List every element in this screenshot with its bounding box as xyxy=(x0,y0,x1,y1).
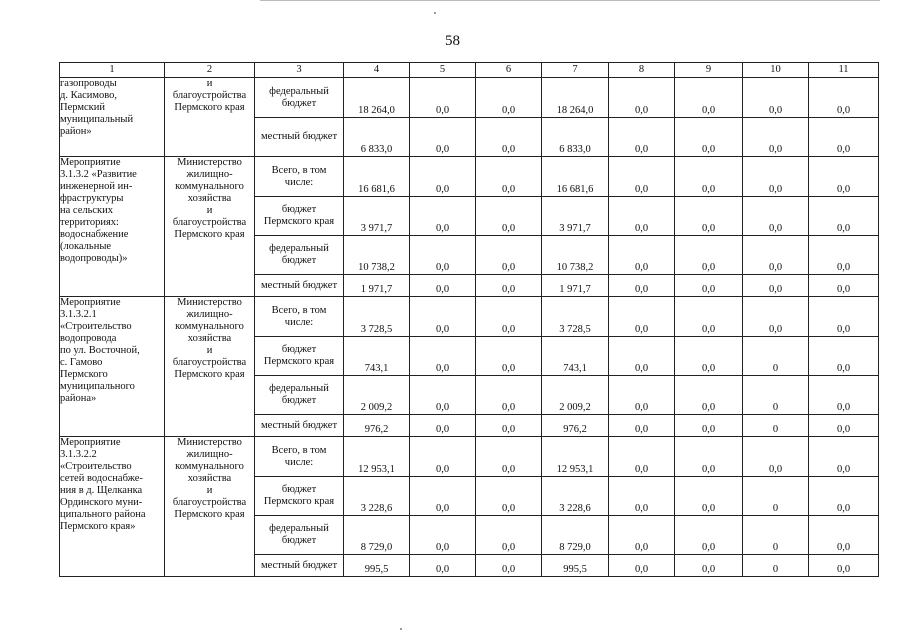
value-cell-col8: 0,0 xyxy=(609,118,675,157)
table-row xyxy=(60,157,879,197)
value-cell-col5: 0,0 xyxy=(410,236,476,275)
value-cell-col11: 0,0 xyxy=(809,197,879,236)
value-cell-col8: 0,0 xyxy=(609,415,675,437)
column-header-7: 7 xyxy=(542,63,609,78)
value-cell-col7: 12 953,1 xyxy=(542,437,609,477)
column-header-10: 10 xyxy=(743,63,809,78)
value-cell-col11: 0,0 xyxy=(809,78,879,118)
value-cell-col9: 0,0 xyxy=(675,415,743,437)
value-cell-col7: 976,2 xyxy=(542,415,609,437)
value-cell-col8: 0,0 xyxy=(609,197,675,236)
value-cell-col11: 0,0 xyxy=(809,477,879,516)
value-cell-col7: 10 738,2 xyxy=(542,236,609,275)
value-cell-col4: 2 009,2 xyxy=(344,376,410,415)
value-cell-col9: 0,0 xyxy=(675,197,743,236)
value-cell-col6: 0,0 xyxy=(476,477,542,516)
value-cell-col8: 0,0 xyxy=(609,477,675,516)
column-header-6: 6 xyxy=(476,63,542,78)
value-cell-col9: 0,0 xyxy=(675,236,743,275)
value-cell-col11: 0,0 xyxy=(809,376,879,415)
value-cell-col10: 0,0 xyxy=(743,197,809,236)
value-cell-col5: 0,0 xyxy=(410,376,476,415)
value-cell-col5: 0,0 xyxy=(410,78,476,118)
value-cell-col9: 0,0 xyxy=(675,555,743,577)
value-cell-col7: 18 264,0 xyxy=(542,78,609,118)
value-cell-col5: 0,0 xyxy=(410,118,476,157)
value-cell-col10: 0,0 xyxy=(743,157,809,197)
column-header-5: 5 xyxy=(410,63,476,78)
value-cell-col4: 12 953,1 xyxy=(344,437,410,477)
measure-name: Мероприятие 3.1.3.2.2 «Строительство сетей водоснабже- ния в д. Щелканка Ординского муни- ципального района Пермского края» xyxy=(60,437,165,577)
value-cell-col4: 16 681,6 xyxy=(344,157,410,197)
value-cell-col9: 0,0 xyxy=(675,437,743,477)
value-cell-col4: 976,2 xyxy=(344,415,410,437)
value-cell-col9: 0,0 xyxy=(675,157,743,197)
value-cell-col8: 0,0 xyxy=(609,376,675,415)
funding-source: федеральный бюджет xyxy=(255,516,344,555)
value-cell-col9: 0,0 xyxy=(675,78,743,118)
value-cell-col6: 0,0 xyxy=(476,236,542,275)
value-cell-col7: 2 009,2 xyxy=(542,376,609,415)
value-cell-col9: 0,0 xyxy=(675,118,743,157)
value-cell-col4: 10 738,2 xyxy=(344,236,410,275)
measure-name: Мероприятие 3.1.3.2.1 «Строительство водопровода по ул. Восточной, с. Гамово Пермского муниципального района» xyxy=(60,297,165,437)
value-cell-col6: 0,0 xyxy=(476,197,542,236)
value-cell-col4: 3 971,7 xyxy=(344,197,410,236)
value-cell-col7: 3 228,6 xyxy=(542,477,609,516)
column-header-1: 1 xyxy=(60,63,165,78)
value-cell-col7: 1 971,7 xyxy=(542,275,609,297)
funding-source: бюджет Пермского края xyxy=(255,337,344,376)
value-cell-col10: 0,0 xyxy=(743,118,809,157)
table-row xyxy=(60,437,879,477)
value-cell-col4: 18 264,0 xyxy=(344,78,410,118)
scan-speck xyxy=(434,12,436,14)
value-cell-col8: 0,0 xyxy=(609,78,675,118)
executor-name: и благоустройства Пермского края xyxy=(165,78,255,157)
value-cell-col11: 0,0 xyxy=(809,118,879,157)
value-cell-col9: 0,0 xyxy=(675,477,743,516)
value-cell-col8: 0,0 xyxy=(609,555,675,577)
value-cell-col10: 0 xyxy=(743,555,809,577)
value-cell-col5: 0,0 xyxy=(410,197,476,236)
value-cell-col11: 0,0 xyxy=(809,236,879,275)
value-cell-col8: 0,0 xyxy=(609,236,675,275)
column-header-9: 9 xyxy=(675,63,743,78)
column-header-2: 2 xyxy=(165,63,255,78)
value-cell-col8: 0,0 xyxy=(609,437,675,477)
funding-source: федеральный бюджет xyxy=(255,376,344,415)
value-cell-col11: 0,0 xyxy=(809,516,879,555)
value-cell-col4: 1 971,7 xyxy=(344,275,410,297)
value-cell-col8: 0,0 xyxy=(609,337,675,376)
value-cell-col11: 0,0 xyxy=(809,275,879,297)
funding-source: местный бюджет xyxy=(255,275,344,297)
value-cell-col6: 0,0 xyxy=(476,78,542,118)
table-body xyxy=(60,78,879,577)
value-cell-col7: 8 729,0 xyxy=(542,516,609,555)
executor-name: Министерство жилищно- коммунального хозяйства и благоустройства Пермского края xyxy=(165,297,255,437)
value-cell-col10: 0 xyxy=(743,337,809,376)
value-cell-col7: 743,1 xyxy=(542,337,609,376)
value-cell-col10: 0 xyxy=(743,477,809,516)
value-cell-col7: 995,5 xyxy=(542,555,609,577)
value-cell-col9: 0,0 xyxy=(675,376,743,415)
value-cell-col9: 0,0 xyxy=(675,275,743,297)
value-cell-col7: 3 728,5 xyxy=(542,297,609,337)
value-cell-col4: 6 833,0 xyxy=(344,118,410,157)
funding-source: Всего, в том числе: xyxy=(255,297,344,337)
value-cell-col5: 0,0 xyxy=(410,516,476,555)
value-cell-col11: 0,0 xyxy=(809,297,879,337)
value-cell-col4: 3 228,6 xyxy=(344,477,410,516)
funding-source: федеральный бюджет xyxy=(255,236,344,275)
value-cell-col11: 0,0 xyxy=(809,555,879,577)
funding-source: Всего, в том числе: xyxy=(255,157,344,197)
value-cell-col7: 3 971,7 xyxy=(542,197,609,236)
funding-source: федеральный бюджет xyxy=(255,78,344,118)
value-cell-col6: 0,0 xyxy=(476,437,542,477)
value-cell-col10: 0,0 xyxy=(743,437,809,477)
value-cell-col10: 0 xyxy=(743,516,809,555)
value-cell-col11: 0,0 xyxy=(809,337,879,376)
value-cell-col4: 743,1 xyxy=(344,337,410,376)
funding-source: местный бюджет xyxy=(255,118,344,157)
value-cell-col11: 0,0 xyxy=(809,415,879,437)
value-cell-col5: 0,0 xyxy=(410,337,476,376)
value-cell-col6: 0,0 xyxy=(476,337,542,376)
measure-name: Мероприятие 3.1.3.2 «Развитие инженерной ин- фраструктуры на сельских территориях: водоснабжение (локальные водопроводы)» xyxy=(60,157,165,297)
column-number-row xyxy=(60,63,879,78)
value-cell-col9: 0,0 xyxy=(675,337,743,376)
page-number: 58 xyxy=(445,33,460,49)
scan-speck xyxy=(400,628,402,630)
column-header-3: 3 xyxy=(255,63,344,78)
value-cell-col11: 0,0 xyxy=(809,157,879,197)
value-cell-col10: 0 xyxy=(743,415,809,437)
value-cell-col9: 0,0 xyxy=(675,297,743,337)
value-cell-col10: 0,0 xyxy=(743,275,809,297)
table-row xyxy=(60,297,879,337)
funding-source: Всего, в том числе: xyxy=(255,437,344,477)
value-cell-col9: 0,0 xyxy=(675,516,743,555)
column-header-11: 11 xyxy=(809,63,879,78)
value-cell-col11: 0,0 xyxy=(809,437,879,477)
value-cell-col5: 0,0 xyxy=(410,415,476,437)
value-cell-col10: 0 xyxy=(743,376,809,415)
value-cell-col6: 0,0 xyxy=(476,297,542,337)
value-cell-col4: 3 728,5 xyxy=(344,297,410,337)
column-header-4: 4 xyxy=(344,63,410,78)
value-cell-col6: 0,0 xyxy=(476,415,542,437)
value-cell-col6: 0,0 xyxy=(476,157,542,197)
value-cell-col10: 0,0 xyxy=(743,297,809,337)
value-cell-col6: 0,0 xyxy=(476,118,542,157)
value-cell-col5: 0,0 xyxy=(410,297,476,337)
funding-source: бюджет Пермского края xyxy=(255,477,344,516)
value-cell-col8: 0,0 xyxy=(609,157,675,197)
executor-name: Министерство жилищно- коммунального хозяйства и благоустройства Пермского края xyxy=(165,157,255,297)
value-cell-col6: 0,0 xyxy=(476,376,542,415)
value-cell-col8: 0,0 xyxy=(609,516,675,555)
measure-name: газопроводы д. Касимово, Пермский муниципальный район» xyxy=(60,78,165,157)
value-cell-col6: 0,0 xyxy=(476,516,542,555)
top-rule xyxy=(260,0,880,1)
executor-name: Министерство жилищно- коммунального хозяйства и благоустройства Пермского края xyxy=(165,437,255,577)
value-cell-col7: 16 681,6 xyxy=(542,157,609,197)
value-cell-col4: 995,5 xyxy=(344,555,410,577)
value-cell-col5: 0,0 xyxy=(410,555,476,577)
value-cell-col6: 0,0 xyxy=(476,555,542,577)
value-cell-col8: 0,0 xyxy=(609,275,675,297)
value-cell-col5: 0,0 xyxy=(410,275,476,297)
value-cell-col5: 0,0 xyxy=(410,437,476,477)
value-cell-col7: 6 833,0 xyxy=(542,118,609,157)
funding-source: бюджет Пермского края xyxy=(255,197,344,236)
funding-source: местный бюджет xyxy=(255,415,344,437)
table-row xyxy=(60,78,879,118)
value-cell-col10: 0,0 xyxy=(743,236,809,275)
value-cell-col5: 0,0 xyxy=(410,157,476,197)
value-cell-col8: 0,0 xyxy=(609,297,675,337)
value-cell-col10: 0,0 xyxy=(743,78,809,118)
value-cell-col5: 0,0 xyxy=(410,477,476,516)
value-cell-col6: 0,0 xyxy=(476,275,542,297)
column-header-8: 8 xyxy=(609,63,675,78)
budget-table xyxy=(59,62,879,577)
value-cell-col4: 8 729,0 xyxy=(344,516,410,555)
funding-source: местный бюджет xyxy=(255,555,344,577)
